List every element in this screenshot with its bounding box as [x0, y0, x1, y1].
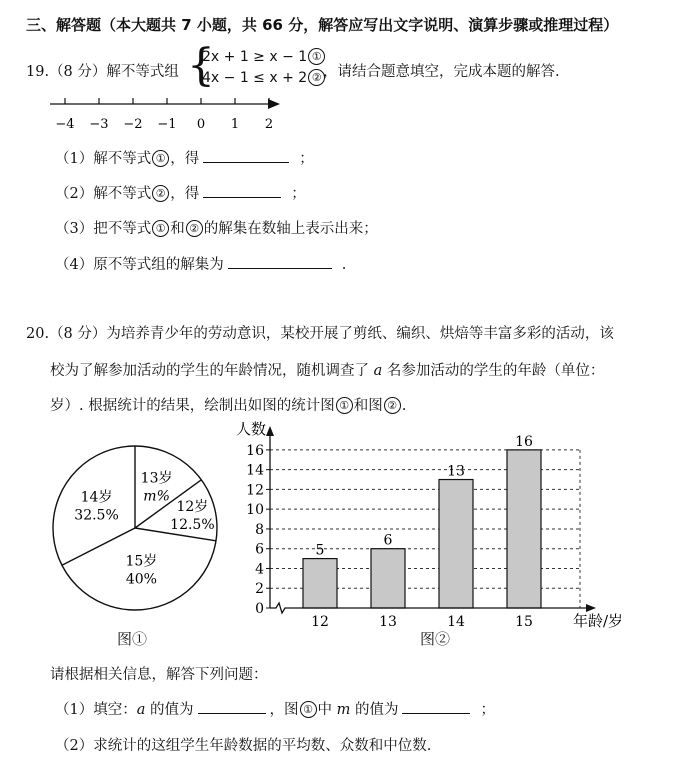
q19-number: 19. — [26, 64, 50, 80]
q19-part-1: （1）解不等式 ① ，得 ； — [55, 151, 314, 167]
inequality-brace: { — [187, 40, 215, 91]
q19-stem — [26, 60, 179, 81]
number-line-label: 2 — [264, 117, 274, 132]
pie-slice-label: 12岁 — [176, 499, 209, 516]
q20-sub-1: （1）填空：a 的值为 ，图 ① 中 m 的值为 ； — [55, 702, 495, 718]
y-tick-label: 12 — [246, 482, 264, 499]
x-tick-label: 12 — [311, 614, 329, 630]
q20-number: 20. — [26, 326, 50, 342]
q19-tail: ，请结合题意填空，完成本题的解答. — [323, 64, 560, 80]
answer-blank-a[interactable] — [198, 712, 266, 714]
q20-score: （8 分） — [49, 326, 107, 342]
pie-slice-value: 32.5% — [74, 507, 119, 524]
answer-blank-4[interactable] — [228, 267, 332, 269]
bar — [439, 480, 473, 608]
x-tick-label: 15 — [515, 614, 533, 630]
inequality-2-mark: ② — [308, 69, 325, 86]
x-tick-label: 13 — [379, 614, 397, 630]
number-line-label: −4 — [55, 117, 75, 132]
bar-value-label: 13 — [447, 463, 465, 480]
number-line-label: 0 — [196, 117, 206, 132]
number-line-label: −1 — [157, 117, 177, 132]
q20-line-1: 20.（8 分）为培养青少年的劳动意识，某校开展了剪纸、编织、烘焙等丰富多彩的活动，该 — [26, 326, 614, 342]
bar-value-label: 5 — [315, 542, 325, 559]
figure-2-caption: 图② — [420, 630, 451, 648]
inequality-2: 4x − 1 ≤ x + 2 — [202, 70, 308, 86]
answer-blank-m[interactable] — [402, 712, 470, 714]
answer-blank-1[interactable] — [203, 161, 289, 163]
y-tick-label: 2 — [255, 581, 264, 598]
y-tick-label: 10 — [246, 502, 264, 519]
q20-sub-2: （2）求统计的这组学生年龄数据的平均数、众数和中位数. — [55, 738, 432, 754]
x-axis-title: 年龄/岁 — [572, 612, 623, 630]
q19-intro: 解不等式组 — [106, 64, 179, 80]
bar — [371, 549, 405, 608]
q20-line-3: 岁）. 根据统计的结果，绘制出如图的统计图 ① 和图 ② . — [50, 398, 407, 414]
y-tick-label: 14 — [246, 462, 264, 479]
inequality-1-mark: ① — [308, 48, 325, 65]
bar — [303, 559, 337, 608]
q20-line-2: 校为了解参加活动的学生的年龄情况，随机调查了 a 名参加活动的学生的年龄（单位： — [50, 363, 605, 379]
y-tick-label: 4 — [255, 561, 264, 578]
bar-value-label: 16 — [515, 433, 533, 450]
answer-blank-2[interactable] — [203, 196, 281, 198]
number-line-arrow — [268, 99, 280, 109]
figure-1-caption: 图① — [117, 630, 148, 648]
x-axis-arrow — [586, 604, 596, 612]
y-tick-label: 16 — [246, 442, 264, 459]
q19-part-3: （3）把不等式 ① 和 ② 的解集在数轴上表示出来； — [55, 221, 378, 237]
pie-slice-label: 14岁 — [80, 489, 113, 506]
bar-chart — [235, 418, 635, 636]
inequality-1: 2x + 1 ≥ x − 1 — [202, 49, 308, 65]
number-line-label: −3 — [89, 117, 109, 132]
q19-part-4: （4）原不等式组的解集为 . — [55, 257, 347, 273]
x-tick-label: 14 — [447, 614, 465, 630]
y-tick-label: 8 — [255, 521, 264, 538]
pie-slice-label: 13岁 — [140, 470, 173, 487]
y-tick-label: 6 — [255, 541, 264, 558]
pie-slice-value: m% — [143, 488, 170, 505]
section-header: 三、解答题（本大题共 7 小题，共 66 分，解答应写出文字说明、演算步骤或推理过程） — [26, 16, 619, 34]
bar-value-label: 6 — [383, 532, 393, 549]
y-axis-title: 人数 — [235, 420, 266, 438]
pie-slice-value: 12.5% — [170, 517, 215, 534]
y-tick-label: 0 — [255, 601, 264, 617]
inequality-system — [202, 47, 326, 89]
pie-slice-value: 40% — [125, 571, 157, 588]
q19-score: （8 分） — [49, 64, 107, 80]
bar — [507, 450, 541, 608]
number-line-label: −2 — [123, 117, 143, 132]
pie-slice-label: 15岁 — [125, 553, 158, 570]
q19-part-2: （2）解不等式 ② ，得 ； — [55, 186, 306, 202]
y-axis-arrow — [266, 426, 274, 436]
number-line-label: 1 — [230, 117, 240, 132]
number-line — [40, 92, 300, 136]
q20-prompt: 请根据相关信息，解答下列问题： — [50, 667, 268, 683]
pie-chart — [45, 440, 235, 620]
